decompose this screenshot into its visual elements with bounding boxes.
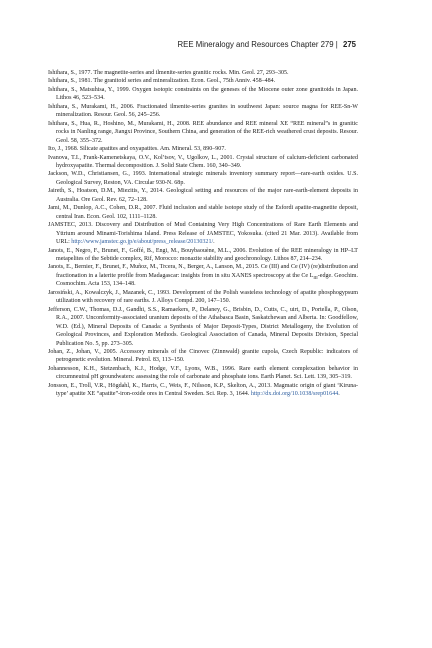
reference-entry: Ishihara, S., Hua, R., Hoshino, M., Murakami, H., 2008. REE abundance and REE mineral XE “REE mineral”s in granitic rocks in Nanling range, Jiangxi Province, Southern China, and generation of the REE-rich weathered crust deposits. Resour. Geol. 58, 355–372. xyxy=(48,120,358,144)
reference-entry: JAMSTEC, 2013. Discovery and Distribution of Mud Containing Very High Concentrations of Rare Earth Elements and Yttrium around Minami-Torishima Island. Press Release of JAMSTEC, Yokosuka. (cited 21 Mar. 2013). Available from URL: http://www.jamstec.go.jp/e/about/press_release/20130321/. xyxy=(48,222,358,246)
page-number: 275 xyxy=(342,40,356,49)
reference-entry: Jefferson, C.W., Thomas, D.J., Gandhi, S.S., Ramaekers, P., Delaney, G., Brisbin, D., Cutts, C., uirt, D., Portella, P., Olson, R.A., 2007. Unconformity-associated uranium deposits of the Athabasca Basin, Saskatchewan and Alberta. In: Goodfellow, W.D. (Ed.), Mineral Deposits of Canada: a Synthesis of Major Deposit-Types, District Metallogeny, the Evolution of Geological Provinces, and Exploration Methods. Geological Association of Canada, Mineral Deposits Division, Special Publication No. 5, pp. 273–305. xyxy=(48,306,358,347)
subscript-label: III xyxy=(313,275,318,281)
reference-entry: Janots, E., Negro, F., Brunet, F., Goffé, B., Engi, M., Bouybaouène, M.L., 2006. Evolution of the REE mineralogy in HP–LT metapelites of the Sebtide complex, Rif, Morocco: monazite stability and geochronology. Lithos 87, 214–234. xyxy=(48,247,358,262)
header-separator: | xyxy=(335,40,338,49)
running-title: REE Mineralogy and Resources xyxy=(177,40,289,49)
reference-entry: Jackson, W.D., Christiansen, G., 1993. International strategic minerals inventory summary report—rare-earth oxides. U.S. Geological Survey, Reston, VA. Circular 930-N. 68p. xyxy=(48,171,358,186)
chapter-label: Chapter xyxy=(290,40,319,49)
reference-entry: Ishihara, S., Matsuhisa, Y., 1999. Oxygen isotopic constraints on the geneses of the Miocene outer zone granitoids in Japan. Lithos 46, 523–534. xyxy=(48,86,358,102)
reference-list xyxy=(48,69,358,399)
reference-entry: Ishihara, S., Murakami, H., 2006. Fractionated ilmenite-series granites in southwest Japan: source magna for REE-Sn-W mineralization. Resour. Geol. 56, 245–256. xyxy=(48,103,358,119)
reference-entry: Jarosiński, A., Kowalczyk, J., Mazanek, C., 1993. Development of the Polish wasteless technology of apatite phosphogypsum utilization with recovery of rare earths. J. Alloys Compd. 200, 147–150. xyxy=(48,289,358,305)
reference-entry: Jaireth, S., Hoatson, D.M., Miezitis, Y., 2014. Geological setting and resources of the major rare-earth-element deposits in Australia. Ore Geol. Rev. 62, 72–128. xyxy=(48,188,358,203)
reference-entry: Ishihara, S., 1981. The granitoid series and mineralization. Econ. Geol., 75th Anniv. 458–484. xyxy=(48,78,276,85)
running-header xyxy=(40,40,356,49)
reference-entry: Ishihara, S., 1977. The magnetite-series and ilmenite-series granitic rocks. Min. Geol. 27, 293–305. xyxy=(48,70,289,76)
reference-entry: Jonsson, E., Troll, V.R., Högdahl, K., Harris, C., Weis, F., Nilsson, K.P., Skelton, A., 2013. Magmatic origin of giant ‘Kiruna-type’ apatite XE “apatite”-iron-oxide ores in Central Sweden. Sci. Rep. 3, 1644. http://dx.doi.org/10.1038/srep01644. xyxy=(48,382,358,398)
reference-entry: Ivanova, T.I., Frank-Kamenetskaya, O.V., Kol’tsov, V., Ugolkov, L., 2001. Crystal structure of calcium-deficient carbonated hydroxyapatite. Thermal decomposition. J. Solid State Chem. 160, 340–349. xyxy=(48,154,358,169)
reference-url-link[interactable]: http://www.jamstec.go.jp/e/about/press_release/20130321/ xyxy=(71,239,214,246)
reference-entry: Johan, Z., Johan, V., 2005. Accessory minerals of the Cinovec (Zinnwald) granite cupola, Czech Republic: indicators of petrogenetic evolution. Mineral. Petrol. 83, 113–150. xyxy=(48,348,358,364)
reference-entry: Jami, M., Dunlop, A.C., Cohen, D.R., 2007. Fluid inclusion and stable isotope study of the Esfordi apatite-magnetite deposit, central Iran. Econ. Geol. 102, 1111–1128. xyxy=(48,205,358,220)
reference-entry: Janots, E., Bernier, F., Brunet, F., Muñoz, M., Trcera, N., Berger, A., Lanson, M., 2015. Ce (III) and Ce (IV) (re)distribution and fractionation in a laterite profile from Madagascar: insights from in situ XANES spectroscopy at the Ce $L_{III}$-edge. Geochim. Cosmochim. Acta 153, 134–148. xyxy=(48,264,358,288)
reference-entry: Ito, J., 1968. Silicate apatites and oxyapatites. Am. Mineral. 53, 890–907. xyxy=(48,146,226,153)
chapter-number: 279 xyxy=(320,40,334,49)
reference-doi-link[interactable]: http://dx.doi.org/10.1038/srep01644 xyxy=(250,391,339,398)
reference-entry: Johannesson, K.H., Stetzenbach, K.J., Hodge, V.F., Lyons, W.B., 1996. Rare earth element complexation behavior in circumneutral pH groundwaters: assessing the role of carbonate and phosphate ions. Earth Planet. Sci. Lett. 139, 305–319. xyxy=(48,365,358,381)
